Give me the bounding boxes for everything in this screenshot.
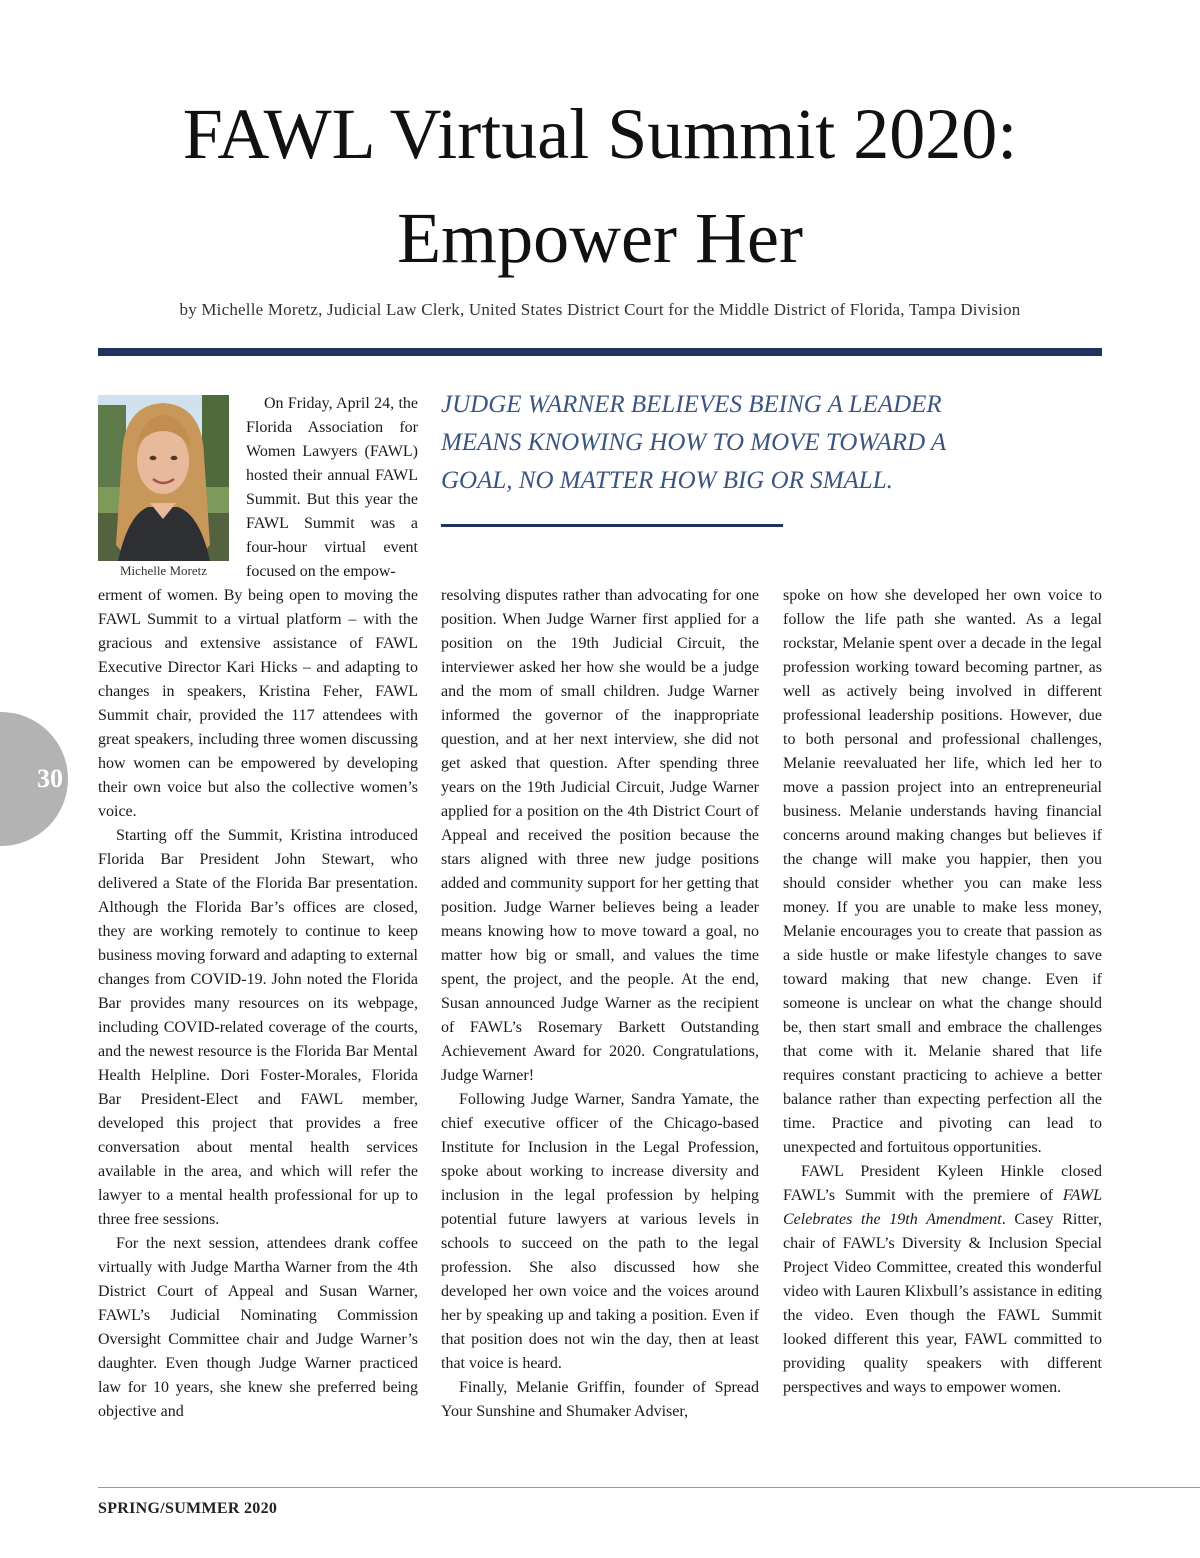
paragraph: Following Judge Warner, Sandra Yamate, the chief executive officer of the Chicago-based Institute for Inclusion in the Legal Profession, spoke about working to increase diversity and inclusion in the legal profession by helping potential future lawyers at various levels in schools to succeed on the path to the legal profession. She also discussed how she developed her own voice and the voices around her by speaking up and taking a position. Even if that position does not win the day, then at least that voice is heard. — [441, 1091, 759, 1372]
footer-divider — [98, 1487, 1200, 1488]
paragraph — [783, 1160, 1102, 1400]
paragraph: Finally, Melanie Griffin, founder of Spread Your Sunshine and Shumaker Adviser, — [441, 1379, 759, 1420]
author-photo — [98, 395, 229, 561]
column-3 — [783, 584, 1102, 1400]
photo-caption: Michelle Moretz — [120, 563, 207, 578]
paragraph: For the next session, attendees drank coffee virtually with Judge Martha Warner from the 4th District Court of Appeal and Susan Warner, FAWL’s Judicial Nominating Commission Oversight Committee chair and Judge Warner’s daughter. Even though Judge Warner practiced law for 10 years, she knew she preferred being objective and — [98, 1235, 418, 1420]
header-divider — [98, 348, 1102, 356]
paragraph: resolving disputes rather than advocating for one position. When Judge Warner first applied for a position on the 19th Judicial Circuit, the interviewer asked her how she would be a judge and the mom of small children. Judge Warner informed the governor of the inappropriate question, and at her next interview, she did not get asked that question. After spending three years on the 19th Judicial Circuit, Judge Warner applied for a position on the 4th District Court of Appeal and received the position because the stars aligned with three new judge positions added and community support for her getting that position. Judge Warner believes being a leader means knowing how to move toward a goal, no matter how big or small, and values the time spent, the project, and the people. At the end, Susan announced Judge Warner as the recipient of FAWL’s Rosemary Barkett Outstanding Achievement Award for 2020. Congratulations, Judge Warner! — [441, 587, 759, 1084]
paragraph: spoke on how she developed her own voice to follow the life path she wanted. As a legal rockstar, Melanie spent over a decade in the legal profession working toward becoming partner, as well as actively being involved in different professional leadership positions. However, due to both personal and professional challenges, Melanie reevaluated her life, which led her to move a passion project into an entrepreneurial business. Melanie understands having financial concerns around making changes but believes if the change will make you happier, then you should consider whether you can make less money. If you are unable to make less money, Melanie encourages you to create that passion as a side hustle or make lifestyle changes to save toward making that new change. Even if someone is unclear on what the change should be, then start small and embrace the challenges that come with it. Melanie shared that life requires constant practicing to achieve a better balance rather than expecting perfection all the time. Practice and pivoting can lead to unexpected and fortuitous opportunities. — [783, 587, 1102, 1156]
article-title — [60, 82, 1140, 290]
title-line-1: FAWL Virtual Summit 2020: — [182, 94, 1018, 174]
byline: by Michelle Moretz, Judicial Law Clerk, United States District Court for the Middle District of Florida, Tampa Division — [179, 300, 1021, 319]
text-run: FAWL President Kyleen Hinkle closed FAWL’s Summit with the premiere of — [783, 1163, 1102, 1204]
intro-paragraph: On Friday, April 24, the Florida Association for Women Lawyers (FAWL) hosted their annual FAWL Summit. But this year the FAWL Summit was a four-hour virtual event focused on the empow- — [246, 395, 418, 580]
issue-footer: SPRING/SUMMER 2020 — [98, 1500, 278, 1517]
title-line-2: Empower Her — [397, 198, 803, 278]
video-title: FAWL Celebrates the 19th Amendment — [783, 1187, 1102, 1228]
text-run: . Casey Ritter, chair of FAWL’s Diversity & Inclusion Special Project Video Committee, created this wonderful video with Lauren Klixbull’s assistance in editing the video. Even though the FAWL Summit looked different this year, FAWL committed to providing quality speakers with different perspectives and ways to empower women. — [783, 1211, 1102, 1396]
column-1 — [98, 584, 418, 1424]
paragraph: Starting off the Summit, Kristina introduced Florida Bar President John Stewart, who delivered a State of the Florida Bar presentation. Although the Florida Bar’s offices are closed, they are working remotely to continue to keep business moving forward and adapting to external changes from COVID-19. John noted the Florida Bar provides many resources on its webpage, including COVID-related coverage of the courts, and the newest resource is the Florida Bar Mental Health Helpline. Dori Foster-Morales, Florida Bar President-Elect and FAWL member, developed this project that provides a free conversation about mental health services available in the area, and which will refer the lawyer to a mental health professional for up to three free sessions. — [98, 827, 418, 1228]
column-2 — [441, 584, 759, 1424]
column-1-wrapped — [246, 392, 418, 584]
pull-quote-divider — [441, 524, 783, 527]
page-number: 30 — [37, 764, 63, 793]
pull-quote: JUDGE WARNER BELIEVES BEING A LEADER MEANS KNOWING HOW TO MOVE TOWARD A GOAL, NO MATTER HOW BIG OR SMALL. — [441, 391, 946, 494]
intro-paragraph-continued: erment of women. By being open to moving the FAWL Summit to a virtual platform – with the gracious and extensive assistance of FAWL Executive Director Kari Hicks – and adapting to changes in speakers, Kristina Feher, FAWL Summit chair, provided the 117 attendees with great speakers, including three women discussing how women can be empowered by developing their own voice but also the collective women’s voice. — [98, 587, 418, 820]
